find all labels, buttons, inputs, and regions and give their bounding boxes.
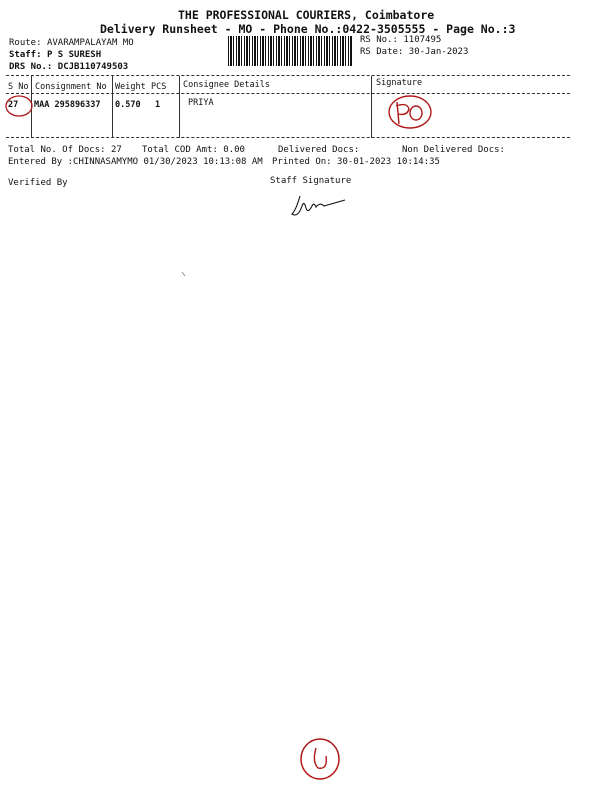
col-header-pcs: PCS	[151, 82, 167, 92]
col-header-consignee: Consignee Details	[183, 80, 270, 90]
entered-by: Entered By :CHINNASAMYMO 01/30/2023 10:13:08 AM	[8, 157, 263, 167]
verified-by: Verified By	[8, 178, 68, 188]
table-top-rule	[6, 75, 570, 76]
col-header-consignment: Consignment No	[35, 82, 107, 92]
col-divider	[371, 76, 372, 138]
rs-date-row	[360, 47, 468, 57]
row-pcs: 1	[155, 100, 161, 110]
drs-label: DRS No.:	[9, 62, 53, 72]
staff-signature-mark	[290, 192, 350, 222]
drs-row	[9, 62, 128, 72]
row-weight: 0.570	[115, 100, 141, 110]
col-header-weight: Weight	[115, 82, 146, 92]
red-signature-mark	[385, 92, 437, 132]
staff-label: Staff:	[9, 50, 42, 60]
row-sno: 27	[8, 100, 19, 110]
company-title: THE PROFESSIONAL COURIERS, Coimbatore	[178, 8, 435, 22]
runsheet-subtitle: Delivery Runsheet - MO - Phone No.:0422-3505555 - Page No.:3	[100, 22, 516, 36]
table-header-rule	[6, 93, 570, 94]
red-page-mark	[298, 736, 346, 782]
route-label: Route:	[9, 38, 42, 48]
staff-signature-label: Staff Signature	[270, 176, 352, 186]
total-docs: Total No. Of Docs: 27	[8, 145, 122, 155]
printed-on: Printed On: 30-01-2023 10:14:35	[272, 157, 440, 167]
col-divider	[179, 76, 180, 138]
table-bottom-rule	[6, 137, 570, 138]
col-header-signature: Signature	[376, 78, 423, 88]
route-value: AVARAMPALAYAM MO	[46, 38, 134, 48]
rs-date-value: 30-Jan-2023	[408, 47, 469, 57]
rs-no-row	[360, 35, 441, 45]
non-delivered-docs: Non Delivered Docs:	[402, 145, 505, 155]
staff-row	[9, 50, 101, 60]
barcode	[228, 36, 352, 66]
rs-no-label: RS No.:	[360, 35, 398, 45]
staff-value: P S SURESH	[46, 50, 102, 60]
rs-date-label: RS Date:	[360, 47, 404, 57]
delivered-docs: Delivered Docs:	[278, 145, 360, 155]
drs-value: DCJB110749503	[57, 62, 129, 72]
row-consignment: MAA 295896337	[34, 100, 101, 110]
col-divider	[112, 76, 113, 138]
row-consignee: PRIYA	[188, 98, 214, 108]
scan-speck	[180, 270, 190, 282]
col-header-sno: S No	[8, 82, 29, 92]
route-row	[9, 38, 134, 48]
red-circle-mark	[4, 95, 36, 119]
rs-no-value: 1107495	[403, 35, 442, 45]
total-cod: Total COD Amt: 0.00	[142, 145, 245, 155]
